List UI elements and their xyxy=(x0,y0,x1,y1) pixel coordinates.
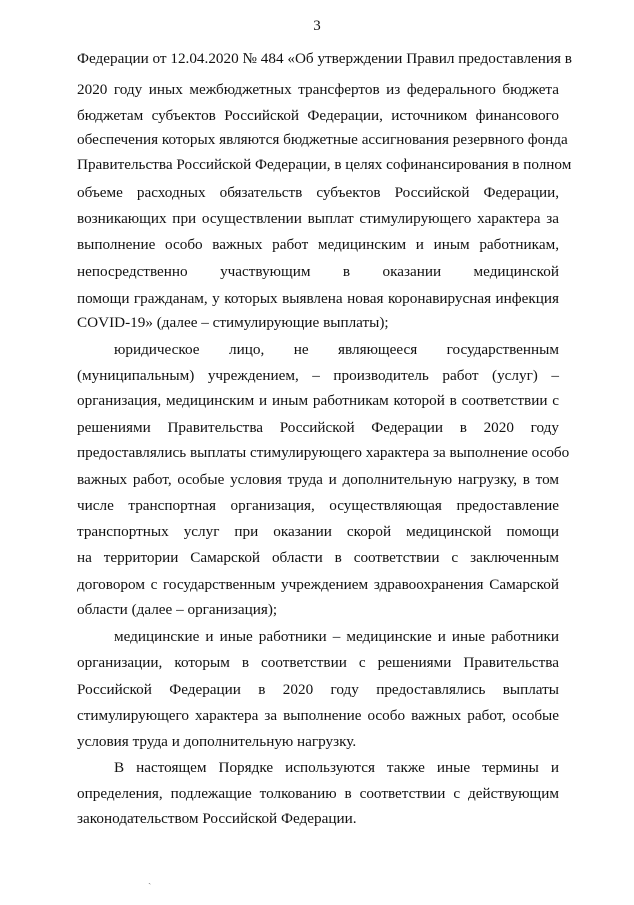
text-line: непосредственно участвующим в оказании медицинской xyxy=(77,263,559,280)
text-line: договором с государственным учреждением здравоохранения Самарской xyxy=(77,576,559,593)
text-line: (муниципальным) учреждением, – производитель работ (услуг) – xyxy=(77,367,559,384)
text-line: важных работ, особые условия труда и дополнительную нагрузку, в том xyxy=(77,471,559,488)
text-line: объеме расходных обязательств субъектов Российской Федерации, xyxy=(77,184,559,201)
text-line: выполнение особо важных работ медицинским и иным работникам, xyxy=(77,236,559,253)
text-line: обеспечения которых являются бюджетные ассигнования резервного фонда xyxy=(77,131,568,148)
text-line: помощи гражданам, у которых выявлена новая коронавирусная инфекция xyxy=(77,290,559,307)
text-line: организация, медицинским и иным работникам которой в соответствии с xyxy=(77,392,559,409)
text-line: определения, подлежащие толкованию в соответствии с действующим xyxy=(77,785,559,802)
scan-speck: ˎ xyxy=(148,874,152,885)
text-line: предоставлялись выплаты стимулирующего характера за выполнение особо xyxy=(77,444,570,461)
text-line: условия труда и дополнительную нагрузку. xyxy=(77,733,357,750)
text-line: стимулирующего характера за выполнение особо важных работ, особые xyxy=(77,707,559,724)
text-line: Федерации от 12.04.2020 № 484 «Об утверждении Правил предоставления в xyxy=(77,50,572,67)
text-line: транспортных услуг при оказании скорой медицинской помощи xyxy=(77,523,559,540)
text-line: юридическое лицо, не являющееся государственным xyxy=(114,341,559,358)
text-line: медицинские и иные работники – медицинские и иные работники xyxy=(114,628,559,645)
text-line: Правительства Российской Федерации, в целях софинансирования в полном xyxy=(77,156,572,173)
text-line: законодательством Российской Федерации. xyxy=(77,810,357,827)
text-line: на территории Самарской области в соответствии с заключенным xyxy=(77,549,559,566)
text-line: организации, которым в соответствии с решениями Правительства xyxy=(77,654,559,671)
text-line: Российской Федерации в 2020 году предоставлялись выплаты xyxy=(77,681,559,698)
text-line: В настоящем Порядке используются также иные термины и xyxy=(114,759,559,776)
text-line: числе транспортная организация, осуществляющая предоставление xyxy=(77,497,559,514)
text-line: области (далее – организация); xyxy=(77,601,278,618)
text-line: 2020 году иных межбюджетных трансфертов из федерального бюджета xyxy=(77,81,559,98)
text-line: бюджетам субъектов Российской Федерации, источником финансового xyxy=(77,107,559,124)
text-line: возникающих при осуществлении выплат стимулирующего характера за xyxy=(77,210,559,227)
text-line: COVID-19» (далее – стимулирующие выплаты); xyxy=(77,314,389,331)
page-number: 3 xyxy=(313,18,321,34)
text-line: решениями Правительства Российской Федерации в 2020 году xyxy=(77,419,559,436)
